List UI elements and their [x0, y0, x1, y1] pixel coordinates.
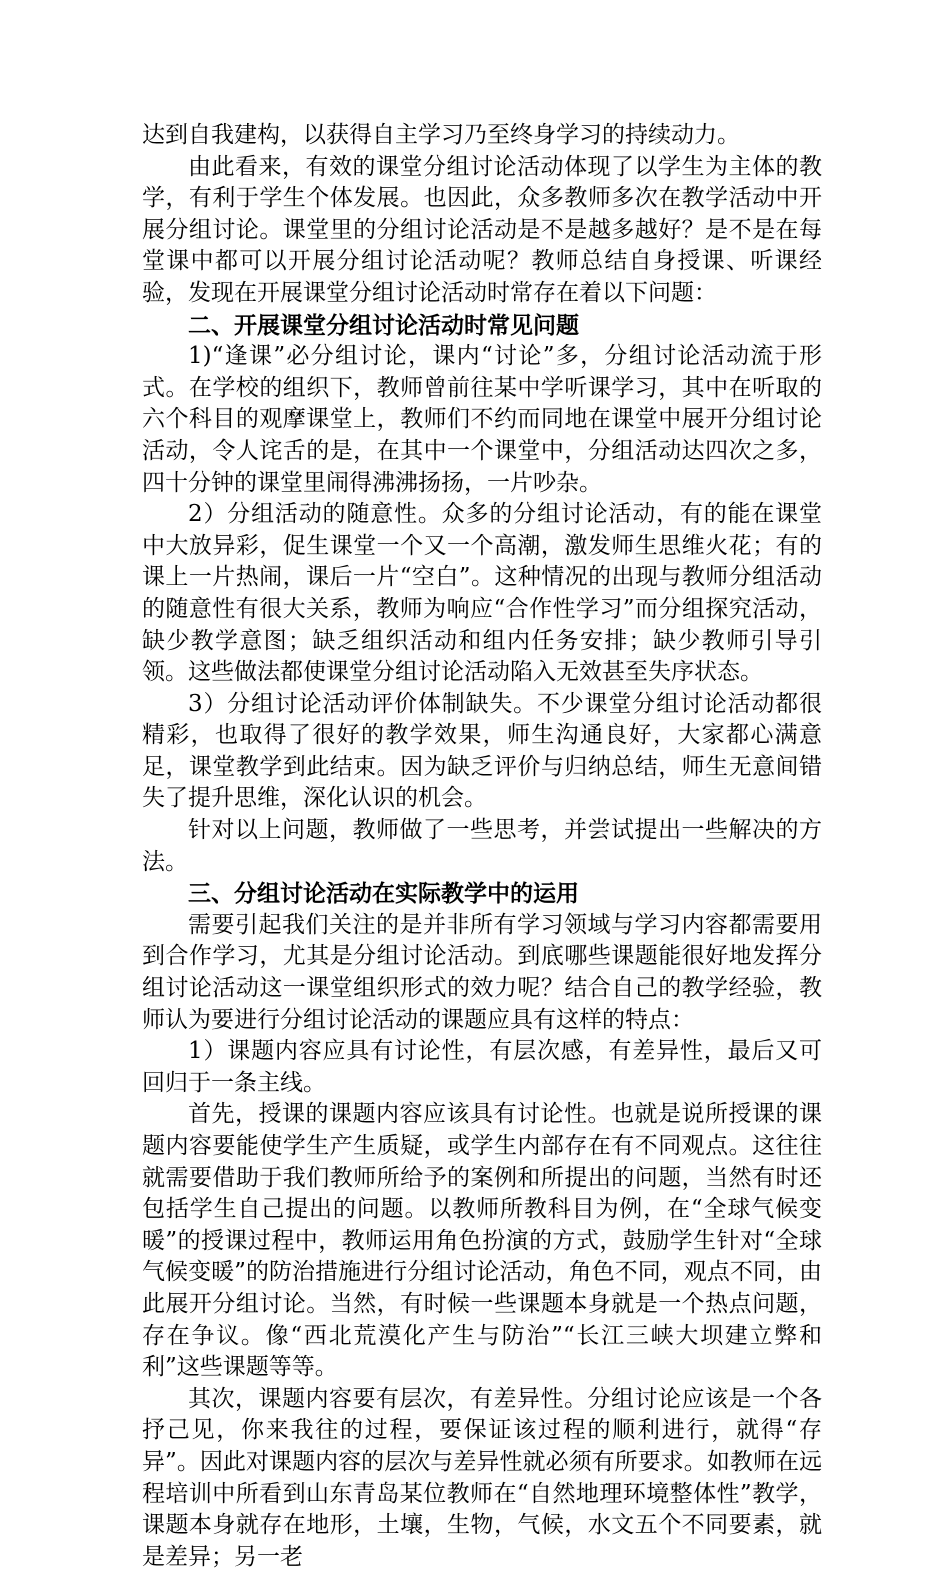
document-body [142, 120, 822, 1573]
paragraph-feature-1: 1）课题内容应具有讨论性，有层次感，有差异性，最后又可回归于一条主线。 [142, 1038, 822, 1096]
paragraph-second-point: 其次，课题内容要有层次，有差异性。分组讨论应该是一个各抒己见，你来我往的过程，要保证该过程的顺利进行，就得“存异”。因此对课题内容的层次与差异性就必须有所要求。如教师在远程培训中所看到山东青岛某位教师在“自然地理环境整体性”教学，课题本身就存在地形，土壤，生物，气候，水文五个不同要素，就是差异；另一老 [142, 1385, 822, 1570]
paragraph-transition: 针对以上问题，教师做了一些思考，并尝试提出一些解决的方法。 [142, 817, 822, 875]
paragraph-problem-1: 1)“逢课”必分组讨论，课内“讨论”多，分组讨论活动流于形式。在学校的组织下，教师曾前往某中学听课学习，其中在听取的六个科目的观摩课堂上，教师们不约而同地在课堂中展开分组讨论活动，令人诧舌的是，在其中一个课堂中，分组活动达四次之多，四十分钟的课堂里闹得沸沸扬扬，一片吵杂。 [142, 343, 822, 496]
section-heading-application: 三、分组讨论活动在实际教学中的运用 [188, 880, 579, 908]
paragraph-application-intro: 需要引起我们关注的是并非所有学习领域与学习内容都需要用到合作学习，尤其是分组讨论活动。到底哪些课题能很好地发挥分组讨论活动这一课堂组织形式的效力呢？结合自己的教学经验，教师认为要进行分组讨论活动的课题应具有这样的特点： [142, 911, 822, 1033]
paragraph-problem-3: 3）分组讨论活动评价体制缺失。不少课堂分组讨论活动都很精彩，也取得了很好的教学效果，师生沟通良好，大家都心满意足，课堂教学到此结束。因为缺乏评价与归纳总结，师生无意间错失了提升思维，深化认识的机会。 [142, 690, 822, 812]
paragraph-problem-2: 2）分组活动的随意性。众多的分组讨论活动，有的能在课堂中大放异彩，促生课堂一个又一个高潮，激发师生思维火花；有的课上一片热闹，课后一片“空白”。这种情况的出现与教师分组活动的随意性有很大关系，教师为响应“合作性学习”而分组探究活动，缺少教学意图；缺乏组织活动和组内任务安排；缺少教师引导引领。这些做法都使课堂分组讨论活动陷入无效甚至失序状态。 [142, 501, 822, 686]
paragraph-first-point: 首先，授课的课题内容应该具有讨论性。也就是说所授课的课题内容要能使学生产生质疑，或学生内部存在有不同观点。这往往就需要借助于我们教师所给予的案例和所提出的问题，当然有时还包括学生自己提出的问题。以教师所教科目为例，在“全球气候变暖”的授课过程中，教师运用角色扮演的方式，鼓励学生针对“全球气候变暖”的防治措施进行分组讨论活动，角色不同，观点不同，由此展开分组讨论。当然，有时候一些课题本身就是一个热点问题，存在争议。像“西北荒漠化产生与防治”“长江三峡大坝建立弊和利”这些课题等等。 [142, 1101, 822, 1381]
section-heading-common-problems: 二、开展课堂分组讨论活动时常见问题 [188, 311, 579, 339]
paragraph-effective-discussion: 由此看来，有效的课堂分组讨论活动体现了以学生为主体的教学，有利于学生个体发展。也因此，众多教师多次在教学活动中开展分组讨论。课堂里的分组讨论活动是不是越多越好？是不是在每堂课中都可以开展分组讨论活动呢？教师总结自身授课、听课经验，发现在开展课堂分组讨论活动时常存在着以下问题： [142, 153, 822, 306]
paragraph-continued: 达到自我建构，以获得自主学习乃至终身学习的持续动力。 [142, 122, 740, 148]
